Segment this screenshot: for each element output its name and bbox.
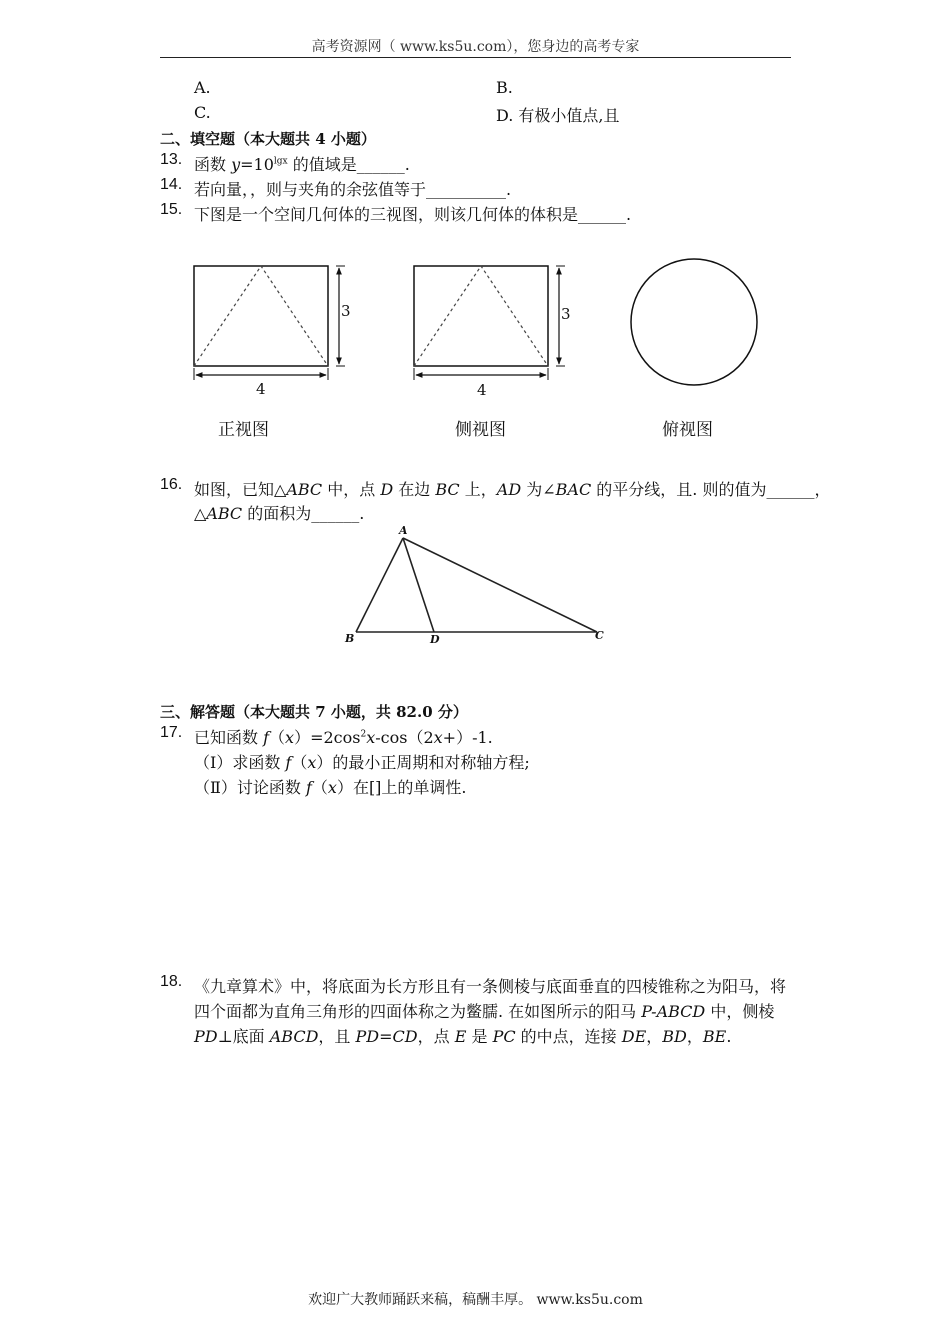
q13-number: 13. [160,151,183,168]
side-view-caption: 侧视图 [455,420,506,440]
q18-line-1: 《九章算术》中，将底面为长方形且有一条侧棱与底面垂直的四棱锥称之为阳马，将 [194,977,787,996]
vertex-c-label: C [595,629,604,642]
q16-line-1: 如图，已知△ABC 中，点 D 在边 BC 上，AD 为∠BAC 的平分线，且. 则的值为______， [194,480,831,499]
page-footer: 欢迎广大教师踊跃来稿，稿酬丰厚。 www.ks5u.com [308,1292,643,1308]
option-b: B. [496,78,513,97]
q18-line-2: 四个面都为直角三角形的四面体称之为鳖臑. 在如图所示的阳马 P-ABCD 中，侧棱 [194,1002,775,1021]
q14-text: 若向量，，则与夹角的余弦值等于__________. [194,180,512,199]
q17-text: 已知函数 $f(x)=2\cos^2x-\cos(2x+)-1$. [194,728,493,747]
option-d: D. 有极小值点,且 [496,106,620,125]
section-2-title: 二、填空题（本大题共 4 小题） [160,130,376,148]
q17-part-1: （Ⅰ）求函数 f（x）的最小正周期和对称轴方程; [194,753,530,772]
q15-text: 下图是一个空间几何体的三视图，则该几何体的体积是______. [194,205,632,224]
side-height-label: 3 [561,305,571,323]
q18-line-3: PD⊥底面 ABCD，且 PD=CD，点 E 是 PC 的中点，连接 DE，BD，BE. [194,1027,732,1046]
q15-number: 15. [160,201,183,218]
front-width-label: 4 [256,380,266,398]
q16-line-2: △ABC 的面积为______. [194,504,365,523]
q13-text: 函数 $y=10^{lgx}$ 的值域是______. [194,155,410,174]
q17-number: 17. [160,724,183,741]
page-header: 高考资源网（ www.ks5u.com），您身边的高考专家 [311,39,640,55]
vertex-d-label: D [430,633,440,646]
vertex-a-label: A [399,524,408,537]
q18-number: 18. [160,973,183,990]
q17-part-2: （Ⅱ）讨论函数 f（x）在[]上的单调性. [194,778,467,797]
q16-number: 16. [160,476,183,493]
option-c: C. [194,103,211,122]
front-height-label: 3 [341,302,351,320]
vertex-b-label: B [345,632,355,645]
section-3-title: 三、解答题（本大题共 7 小题，共 82.0 分） [160,703,468,721]
side-width-label: 4 [477,381,487,399]
q14-number: 14. [160,176,183,193]
top-view-caption: 俯视图 [662,420,713,440]
triangle-figure [0,0,950,660]
option-a: A. [194,78,211,97]
front-view-caption: 正视图 [218,420,269,440]
